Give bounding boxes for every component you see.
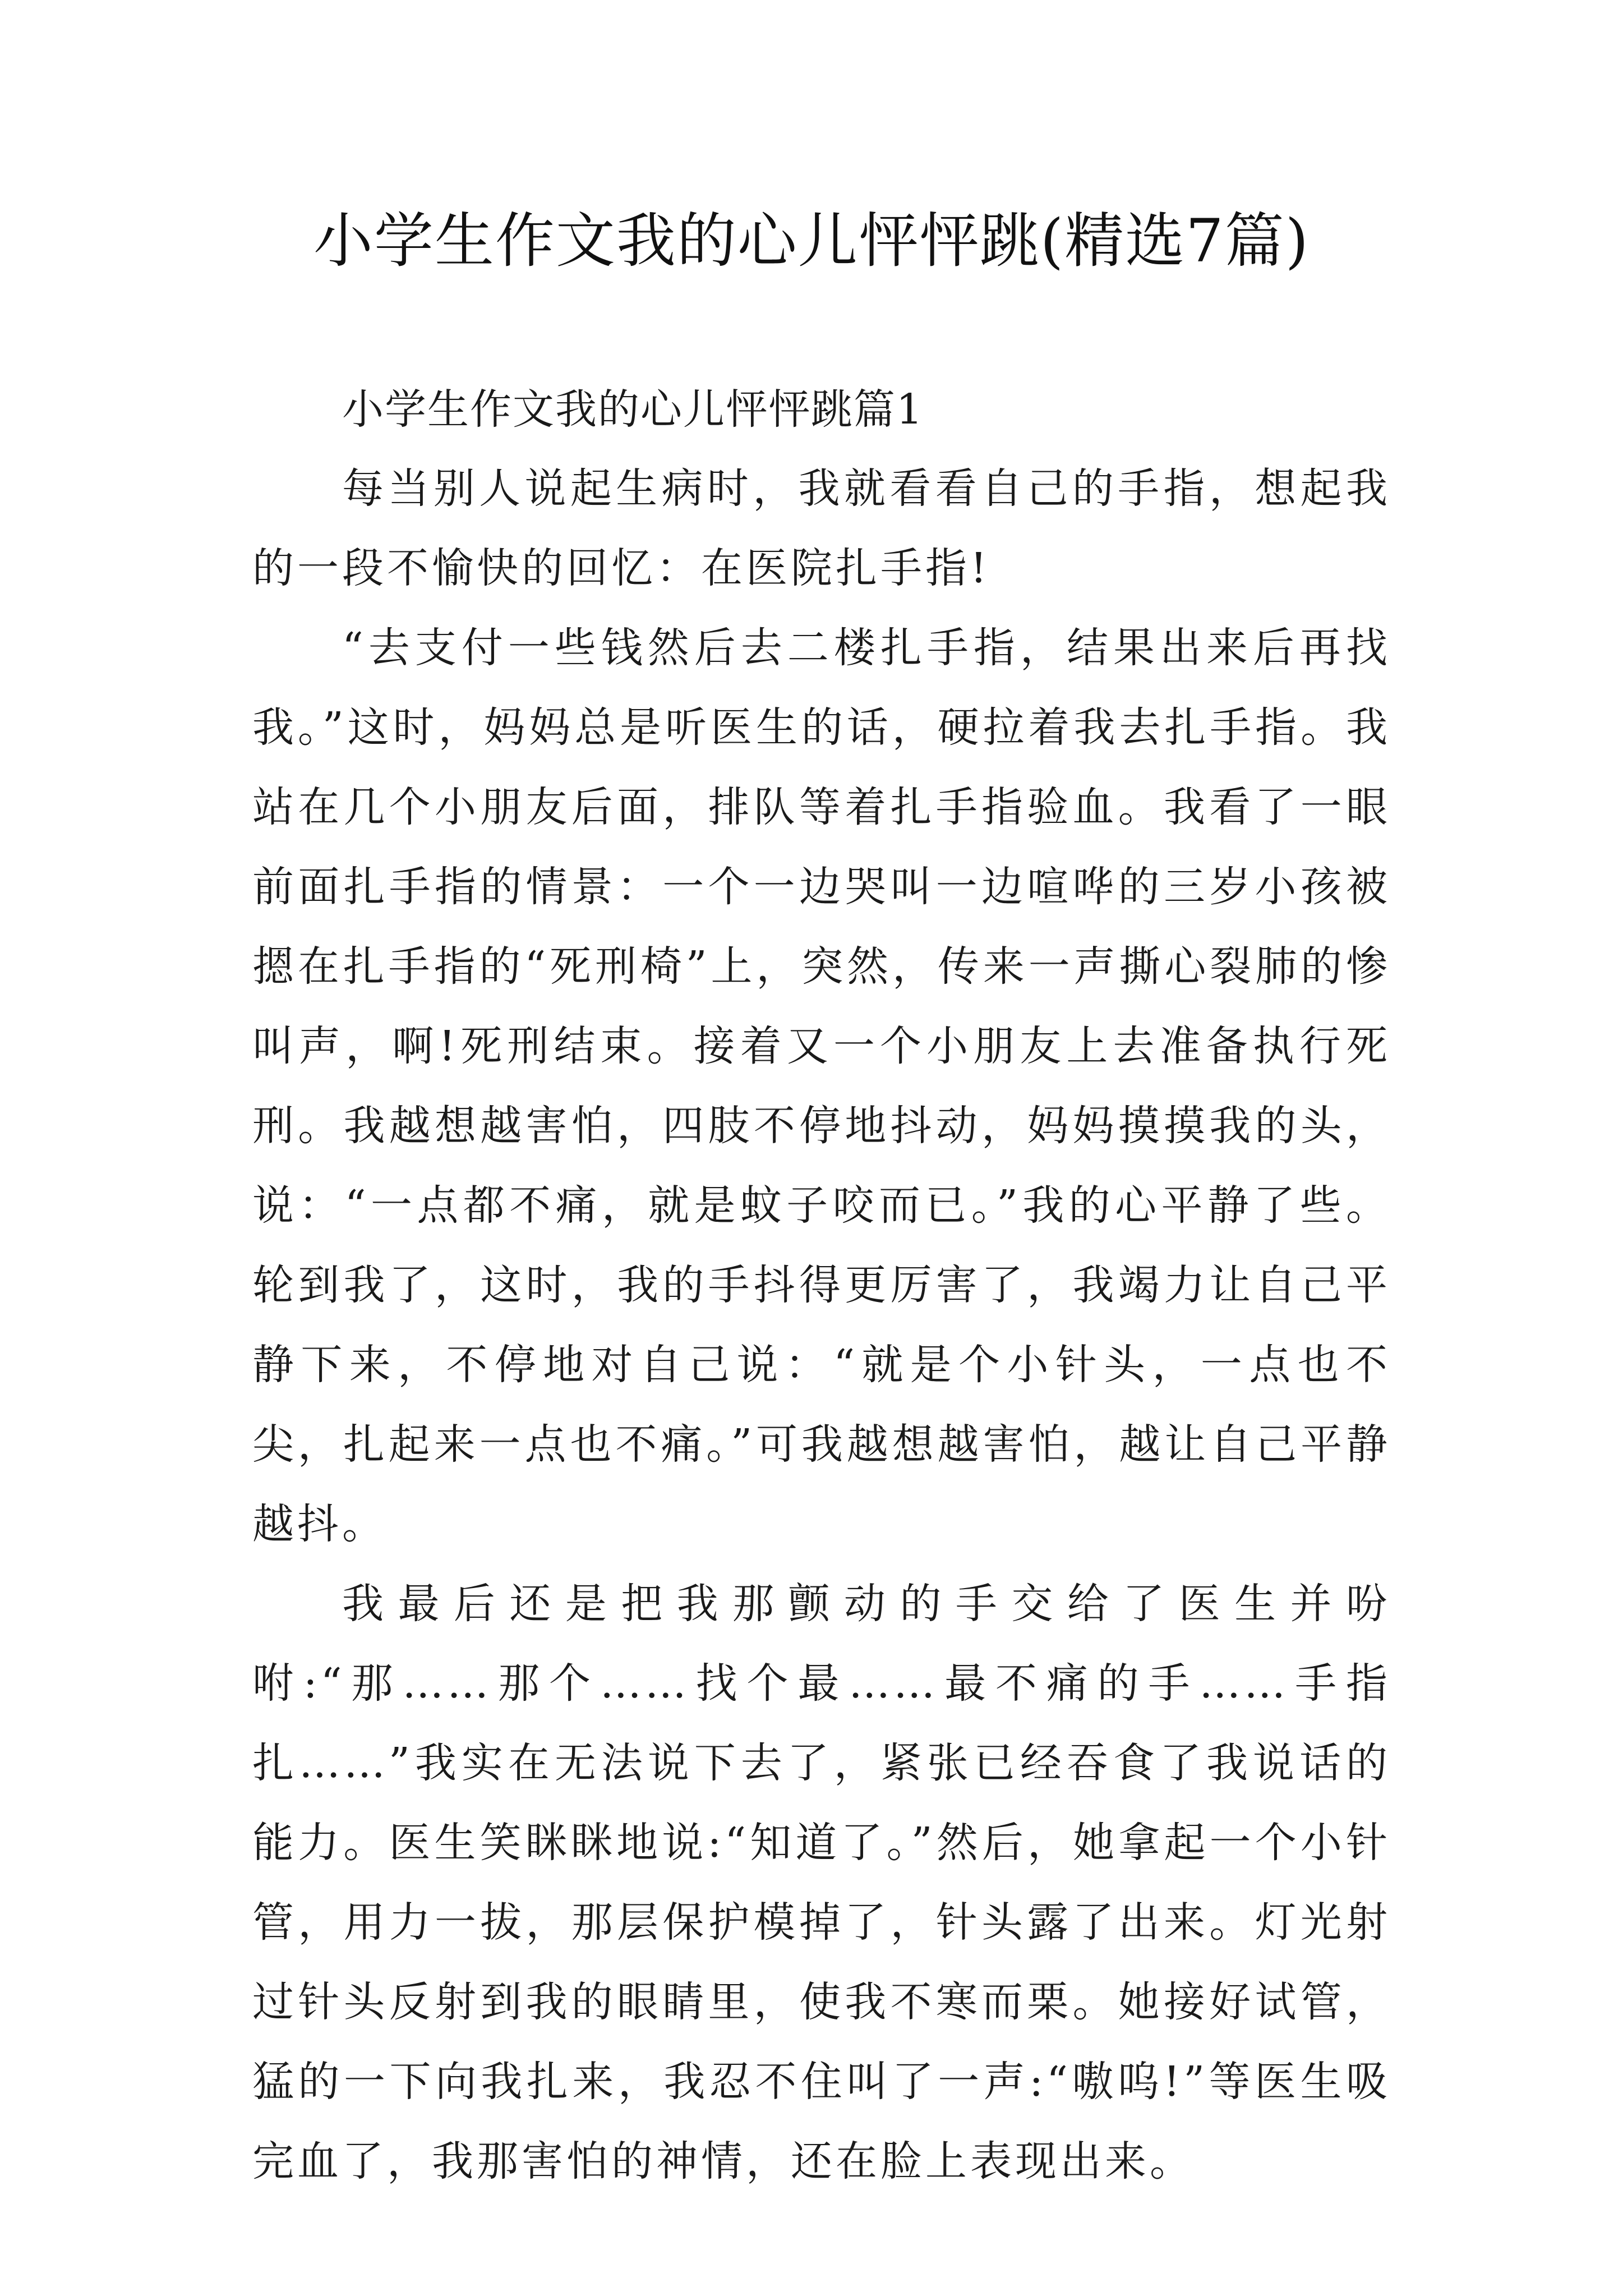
document-body [252,370,1391,2201]
document-title: 小学生作文我的心儿怦怦跳(精选7篇) [313,206,1310,275]
paragraph-2: “去支付一些钱然后去二楼扎手指，结果出来后再找我。”这时，妈妈总是听医生的话，硬拉着我去扎手指。我站在几个小朋友后面，排队等着扎手指验血。我看了一眼前面扎手指的情景：一个一边哭叫一边喧哗的三岁小孩被摁在扎手指的“死刑椅”上，突然，传来一声撕心裂肺的惨叫声，啊!死刑结束。接着又一个小朋友上去准备执行死刑。我越想越害怕，四肢不停地抖动，妈妈摸摸我的头，说：“一点都不痛，就是蚊子咬而已。”我的心平静了些。轮到我了，这时，我的手抖得更厉害了，我竭力让自己平静下来，不停地对自己说：“就是个小针头，一点也不尖，扎起来一点也不痛。”可我越想越害怕，越让自己平静越抖。 [252,624,1391,1548]
paragraph-3: 我最后还是把我那颤动的手交给了医生并吩咐:“那……那个……找个最……最不痛的手……手指扎……”我实在无法说下去了，紧张已经吞食了我说话的能力。医生笑眯眯地说:“知道了。”然后，她拿起一个小针管，用力一拔，那层保护模掉了，针头露了出来。灯光射过针头反射到我的眼睛里，使我不寒而栗。她接好试管，猛的一下向我扎来，我忍不住叫了一声:“嗷呜!”等医生吸完血了，我那害怕的神情，还在脸上表现出来。 [252,1580,1391,2185]
section-heading: 小学生作文我的心儿怦怦跳篇1 [342,385,924,434]
paragraph-1: 每当别人说起生病时，我就看看自己的手指，想起我的一段不愉快的回忆：在医院扎手指! [252,464,1391,592]
